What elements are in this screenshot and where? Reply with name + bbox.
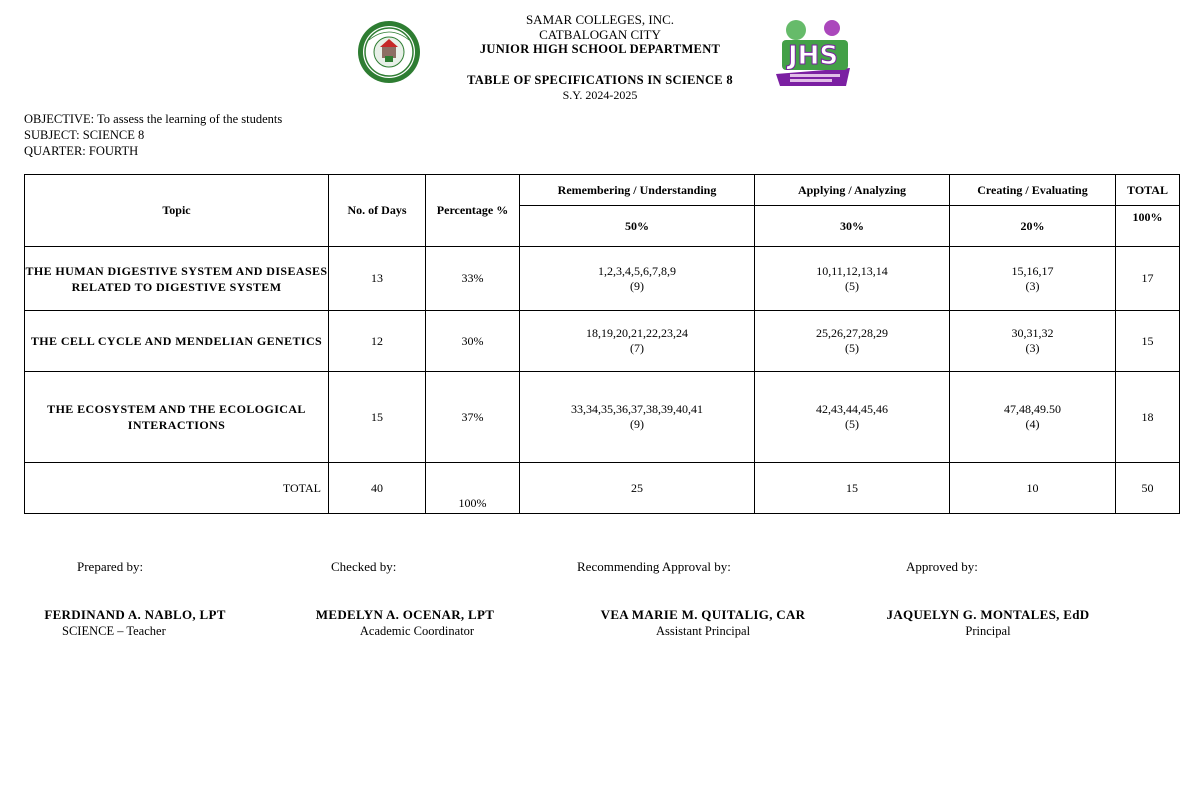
signatory-approved [873, 607, 1103, 639]
item-count: (9) [630, 278, 644, 293]
row-total-cell: 17 [1116, 247, 1180, 311]
item-numbers: 15,16,17 [1011, 263, 1054, 278]
signatory-position: Academic Coordinator [359, 624, 475, 638]
table-header-row [25, 175, 1180, 206]
school-city: CATBALOGAN CITY [539, 27, 661, 42]
item-count: (7) [630, 341, 644, 355]
item-numbers: 33,34,35,36,37,38,39,40,41 [571, 402, 703, 416]
document-title: TABLE OF SPECIFICATIONS IN SCIENCE 8 [467, 73, 733, 87]
remembering-cell [520, 311, 755, 372]
item-count: (5) [845, 278, 859, 293]
signatory-checked [300, 607, 510, 639]
grand-total: 50 [1116, 463, 1180, 514]
item-count: (9) [630, 417, 644, 431]
applying-cell [755, 247, 950, 311]
item-count: (3) [1025, 341, 1040, 355]
header-total: TOTAL [1116, 175, 1180, 206]
header-percentage: Percentage % [426, 175, 520, 247]
subject-line: SUBJECT: SCIENCE 8 [24, 128, 145, 142]
days-cell: 13 [329, 247, 426, 311]
creating-cell [950, 247, 1116, 311]
remembering-cell [520, 372, 755, 463]
item-numbers: 30,31,32 [1011, 326, 1054, 340]
item-count: (5) [845, 341, 859, 355]
percentage-cell: 37% [426, 372, 520, 463]
weight-total: 100% [1116, 206, 1180, 247]
weight-creating: 20% [950, 206, 1116, 247]
signatory-recommending [588, 607, 818, 639]
quarter-line: QUARTER: FOURTH [24, 144, 139, 158]
header-creating: Creating / Evaluating [950, 175, 1116, 206]
signatory-position: Principal [965, 624, 1011, 638]
item-numbers: 42,43,44,45,46 [816, 402, 888, 416]
total-days: 40 [329, 463, 426, 514]
row-total-cell: 18 [1116, 372, 1180, 463]
total-creating: 10 [950, 463, 1116, 514]
item-numbers: 25,26,27,28,29 [816, 326, 888, 340]
school-year: S.Y. 2024-2025 [562, 88, 638, 102]
creating-cell [950, 372, 1116, 463]
prepared-by-label: Prepared by: [77, 559, 144, 574]
department-name: JUNIOR HIGH SCHOOL DEPARTMENT [479, 42, 721, 56]
item-numbers: 10,11,12,13,14 [816, 263, 888, 278]
creating-cell [950, 311, 1116, 372]
recommending-label: Recommending Approval by: [577, 559, 731, 574]
applying-cell [755, 311, 950, 372]
table-row [25, 372, 1180, 463]
item-numbers: 1,2,3,4,5,6,7,8,9 [598, 263, 676, 278]
header-applying: Applying / Analyzing [755, 175, 950, 206]
item-count: (3) [1025, 278, 1040, 293]
total-percentage: 100% [426, 463, 520, 514]
specifications-table [24, 174, 1180, 514]
item-numbers: 18,19,20,21,22,23,24 [586, 326, 688, 340]
item-count: (5) [845, 417, 859, 431]
objective-line: OBJECTIVE: To assess the learning of the students [24, 112, 283, 126]
table-row [25, 247, 1180, 311]
header-remembering: Remembering / Understanding [520, 175, 755, 206]
topic-cell: THE CELL CYCLE AND MENDELIAN GENETICS [25, 311, 329, 372]
remembering-cell [520, 247, 755, 311]
total-label: TOTAL [25, 463, 329, 514]
table-total-row [25, 463, 1180, 514]
school-name: SAMAR COLLEGES, INC. [525, 12, 675, 27]
approved-by-label: Approved by: [906, 559, 978, 574]
weight-applying: 30% [755, 206, 950, 247]
row-total-cell: 15 [1116, 311, 1180, 372]
signatory-name: MEDELYN A. OCENAR, LPT [315, 607, 495, 622]
signatory-position: SCIENCE – Teacher [62, 624, 166, 638]
item-numbers: 47,48,49.50 [1004, 402, 1061, 416]
header-topic: Topic [25, 175, 329, 247]
signatory-position: Assistant Principal [655, 624, 751, 638]
item-count: (4) [1025, 417, 1040, 431]
svg-text:JHS: JHS [788, 41, 839, 71]
days-cell: 12 [329, 311, 426, 372]
percentage-cell: 33% [426, 247, 520, 311]
test-meta [24, 111, 282, 159]
table-row [25, 311, 1180, 372]
topic-cell: THE ECOSYSTEM AND THE ECOLOGICAL INTERACTIONS [25, 372, 329, 463]
days-cell: 15 [329, 372, 426, 463]
signatory-name: FERDINAND A. NABLO, LPT [44, 607, 226, 622]
total-applying: 15 [755, 463, 950, 514]
topic-cell: THE HUMAN DIGESTIVE SYSTEM AND DISEASES RELATED TO DIGESTIVE SYSTEM [25, 247, 329, 311]
document-header [0, 12, 1200, 103]
signatory-name: VEA MARIE M. QUITALIG, CAR [600, 607, 806, 622]
weight-remembering: 50% [520, 206, 755, 247]
total-remembering: 25 [520, 463, 755, 514]
applying-cell [755, 372, 950, 463]
signatory-prepared [30, 607, 240, 639]
checked-by-label: Checked by: [331, 559, 397, 574]
header-days: No. of Days [329, 175, 426, 247]
percentage-cell: 30% [426, 311, 520, 372]
signatory-name: JAQUELYN G. MONTALES, EdD [886, 607, 1090, 622]
